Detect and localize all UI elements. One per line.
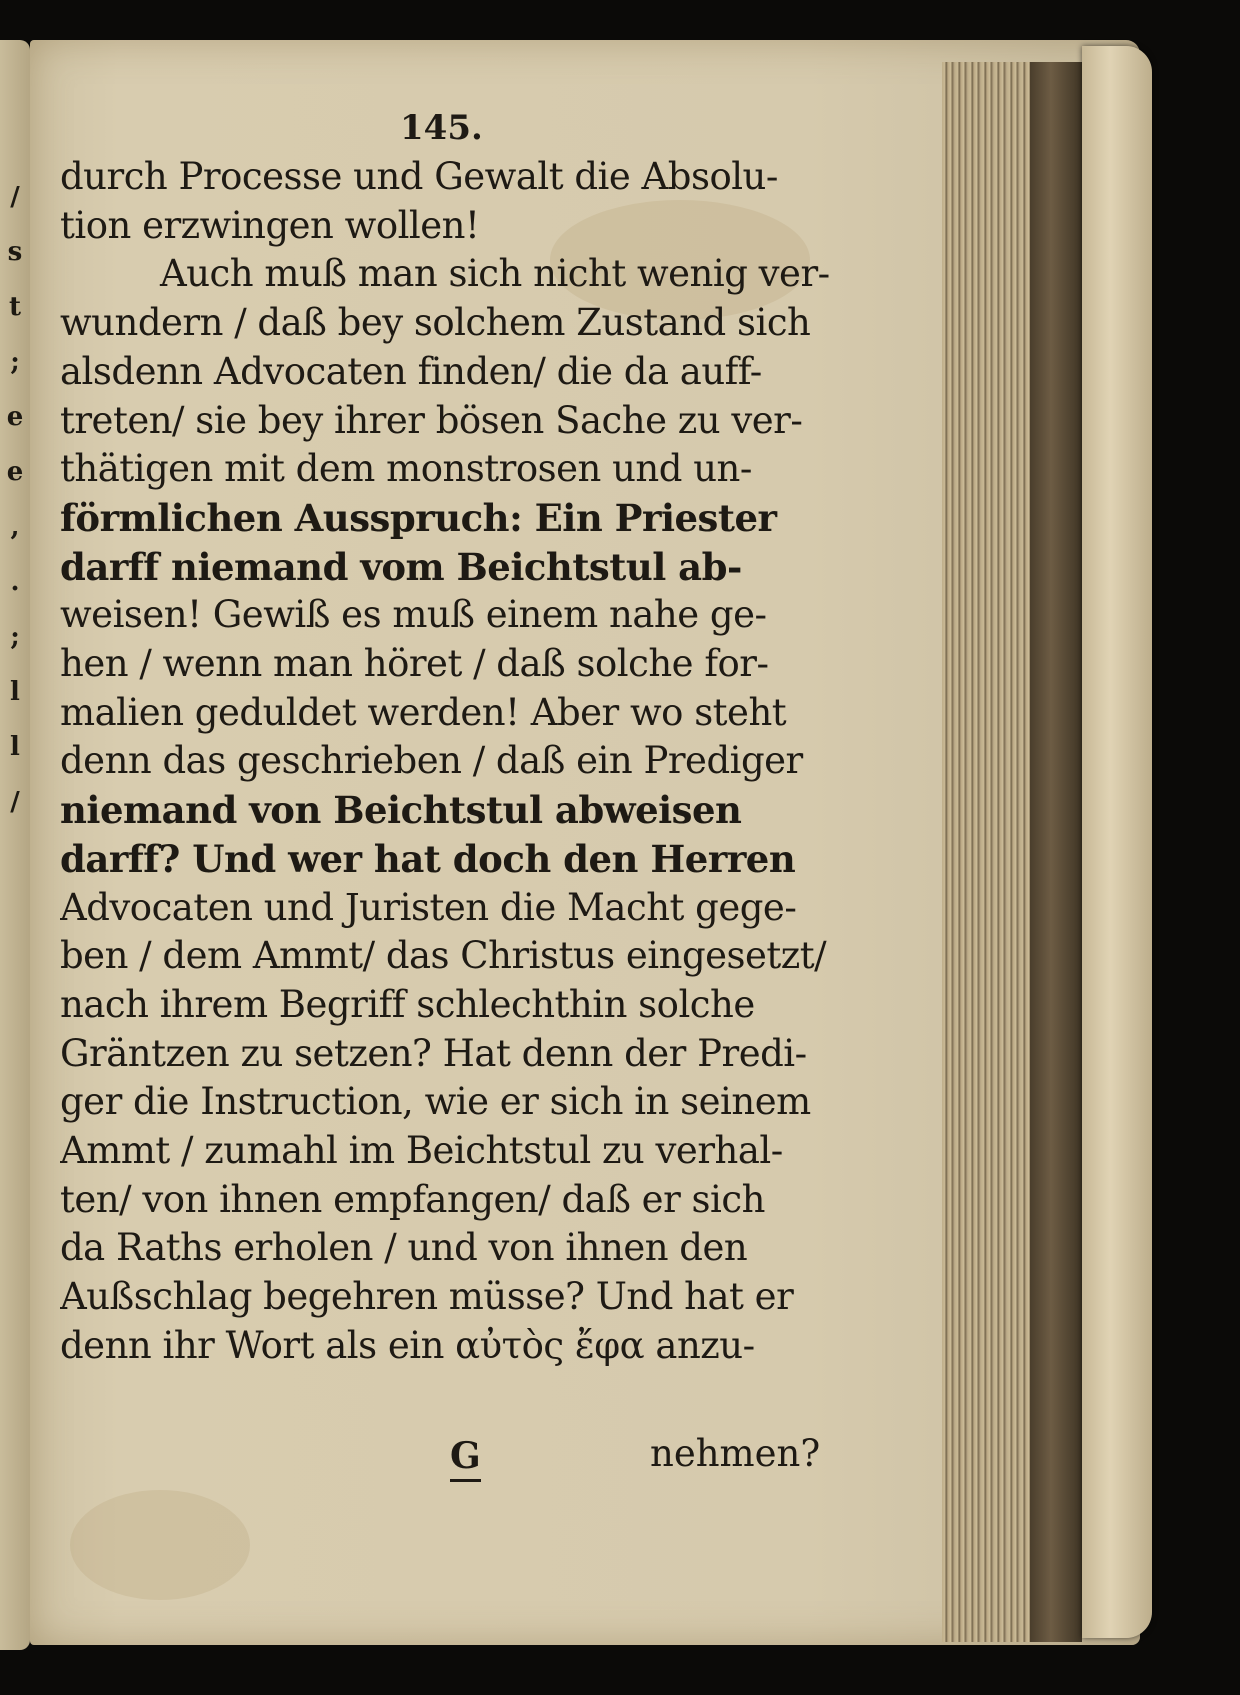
facing-page-char: /: [10, 787, 20, 817]
text-line: ten/ von ihnen empfangen/ daß er sich: [60, 1177, 765, 1221]
facing-page-char: /: [10, 182, 20, 212]
facing-page-char: .: [10, 567, 20, 597]
facing-page-char: e: [6, 402, 24, 432]
text-line: tion erzwingen wollen!: [60, 203, 480, 247]
facing-page-char: l: [10, 677, 20, 707]
facing-page-char: l: [10, 732, 20, 762]
text-line: darff? Und wer hat doch den Herren: [60, 836, 796, 881]
catchword: nehmen?: [650, 1432, 821, 1475]
text-line: da Raths erholen / und von ihnen den: [60, 1226, 748, 1270]
signature-mark: G: [450, 1435, 481, 1482]
facing-page-characters: [2, 170, 28, 830]
paper-stain: [70, 1490, 250, 1600]
text-line: Gräntzen zu setzen? Hat denn der Predi-: [60, 1031, 807, 1075]
text-line: denn das geschrieben / daß ein Prediger: [60, 739, 803, 783]
facing-page-char: ;: [10, 347, 20, 377]
text-line: malien geduldet werden! Aber wo steht: [60, 690, 787, 734]
text-line: alsdenn Advocaten finden/ die da auff-: [60, 349, 762, 393]
text-line: treten/ sie bey ihrer bösen Sache zu ver-: [60, 398, 803, 442]
text-line: niemand von Beichtstul abweisen: [60, 788, 742, 833]
text-line: ben / dem Ammt/ das Christus eingesetzt/: [60, 934, 827, 978]
book-cover-edge: [1082, 46, 1152, 1638]
text-line: förmlichen Ausspruch: Ein Priester: [60, 495, 777, 540]
text-line: denn ihr Wort als ein αὐτὸς ἔφα anzu-: [60, 1323, 755, 1367]
text-line: nach ihrem Begriff schlechthin solche: [60, 982, 755, 1026]
page-stack-shadow: [1030, 62, 1082, 1642]
text-line: Außschlag begehren müsse? Und hat er: [60, 1275, 794, 1319]
text-line: thätigen mit dem monstrosen und un-: [60, 447, 752, 491]
facing-page-char: e: [6, 457, 24, 487]
text-line: hen / wenn man höret / daß solche for-: [60, 642, 769, 685]
text-line: ger die Instruction, wie er sich in seinem: [60, 1080, 811, 1124]
facing-page-char: t: [8, 292, 21, 322]
text-line: weisen! Gewiß es muß einem nahe ge-: [60, 593, 767, 637]
text-line: durch Processe und Gewalt die Absolu-: [60, 155, 778, 198]
text-line: wundern / daß bey solchem Zustand sich: [60, 301, 811, 345]
page-text-block: [60, 110, 830, 1490]
facing-page-char: s: [7, 237, 23, 267]
text-line: darff niemand vom Beichtstul ab-: [60, 544, 742, 589]
facing-page-char: ,: [10, 512, 20, 542]
text-line: Advocaten und Juristen die Macht gege-: [60, 885, 797, 929]
text-line: Ammt / zumahl im Beichtstul zu verhal-: [60, 1129, 783, 1172]
page-number: 145.: [400, 108, 483, 148]
facing-page-char: ;: [10, 622, 20, 652]
text-line: Auch muß man sich nicht wenig ver-: [160, 252, 830, 296]
facing-page-edge: [0, 40, 30, 1650]
